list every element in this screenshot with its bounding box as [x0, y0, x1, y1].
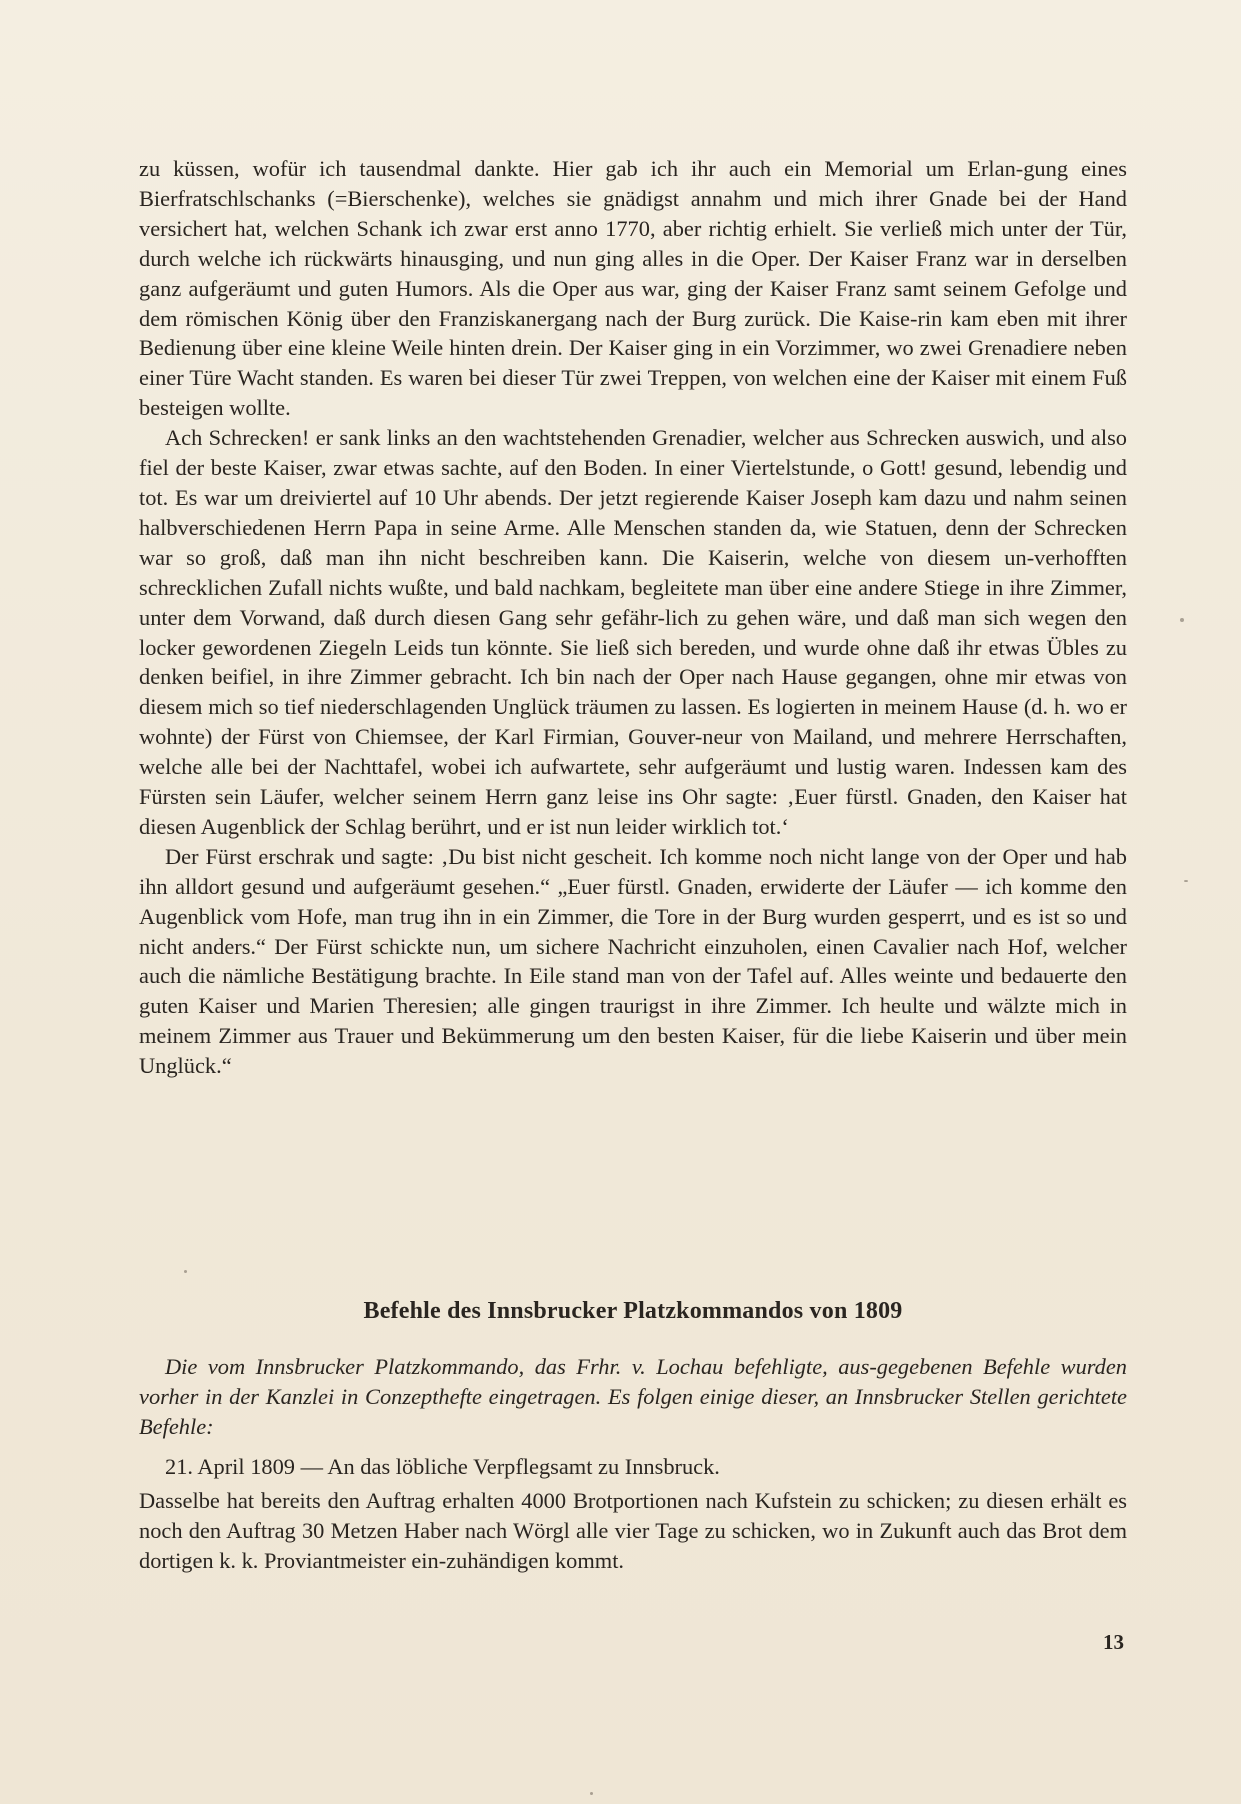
- section-intro: [139, 1352, 1127, 1442]
- section-intro-text: Die vom Innsbrucker Platzkommando, das Frhr. v. Lochau befehligte, aus-gegebenen Befehle wurden vorher in der Kanzlei in Conzepthefte eingetragen. Es folgen einige dieser, an Innsbrucker Stellen gerichtete Befehle:: [139, 1354, 1127, 1439]
- paper-speck: [590, 1792, 593, 1795]
- paper-speck: [1184, 880, 1188, 882]
- order-entry: [139, 1452, 1127, 1576]
- paper-speck: [1180, 618, 1184, 622]
- paragraph-2: Ach Schrecken! er sank links an den wachtstehenden Grenadier, welcher aus Schrecken auswich, und also fiel der beste Kaiser, zwar etwas sachte, auf den Boden. In einer Viertelstunde, o Gott! gesund, lebendig und tot. Es war um dreiviertel auf 10 Uhr abends. Der jetzt regierende Kaiser Joseph kam dazu und nahm seinen halbverschiedenen Herrn Papa in seine Arme. Alle Menschen standen da, wie Statuen, denn der Schrecken war so groß, daß man ihn nicht beschreiben kann. Die Kaiserin, welche von diesem un-verhofften schrecklichen Zufall nichts wußte, und bald nachkam, begleitete man über eine andere Stiege in ihre Zimmer, unter dem Vorwand, daß durch diesen Gang sehr gefähr-lich zu gehen wäre, und daß man sich wegen den locker gewordenen Ziegeln Leids tun könnte. Sie ließ sich bereden, und wurde ohne daß ihr etwas Übles zu denken beifiel, in ihre Zimmer gebracht. Ich bin nach der Oper nach Hause gegangen, ohne mir etwas von diesem mich so tief niederschlagenden Unglück träumen zu lassen. Es logierten in meinem Hause (d. h. wo er wohnte) der Fürst von Chiemsee, der Karl Firmian, Gouver-neur von Mailand, und mehrere Herrschaften, welche alle bei der Nachttafel, wobei ich aufwartete, sehr aufgeräumt und lustig waren. Indessen kam des Fürsten sein Läufer, welcher seinem Herrn ganz leise ins Ohr sagte: ‚Euer fürstl. Gnaden, den Kaiser hat diesen Augenblick der Schlag berührt, und er ist nun leider wirklich tot.‘: [139, 425, 1127, 839]
- paragraph-1: zu küssen, wofür ich tausendmal dankte. Hier gab ich ihr auch ein Memorial um Erlan-gung eines Bierfratschlschanks (=Bierschenke), welches sie gnädigst annahm und mich ihrer Gnade bei der Hand versichert hat, welchen Schank ich zwar erst anno 1770, aber richtig erhielt. Sie verließ mich unter der Tür, durch welche ich rückwärts hinausging, und nun ging alles in die Oper. Der Kaiser Franz war in derselben ganz aufgeräumt und guten Humors. Als die Oper aus war, ging der Kaiser Franz samt seinem Gefolge und dem römischen König über den Franziskanergang nach der Burg zurück. Die Kaise-rin kam eben mit ihrer Bedienung über eine kleine Weile hinten drein. Der Kaiser ging in ein Vorzimmer, wo zwei Grenadiere neben einer Türe Wacht standen. Es waren bei dieser Tür zwei Treppen, von welchen eine der Kaiser mit einem Fuß besteigen wollte.: [139, 156, 1127, 421]
- main-text: [139, 154, 1127, 1081]
- order-date-line: 21. April 1809 — An das löbliche Verpflegsamt zu Innsbruck.: [165, 1454, 720, 1479]
- paper-speck: [184, 1270, 187, 1273]
- order-text: Dasselbe hat bereits den Auftrag erhalten 4000 Brotportionen nach Kufstein zu schicken; zu diesen erhält es noch den Auftrag 30 Metzen Haber nach Wörgl alle vier Tage zu schicken, wo in Zukunft auch das Brot dem dortigen k. k. Proviantmeister ein-zuhändigen kommt.: [139, 1487, 1127, 1573]
- page-number: 13: [1103, 1630, 1124, 1654]
- paragraph-3: Der Fürst erschrak und sagte: ‚Du bist nicht gescheit. Ich komme noch nicht lange von der Oper und hab ihn alldort gesund und aufgeräumt gesehen.“ „Euer fürstl. Gnaden, erwiderte der Läufer — ich komme den Augenblick vom Hofe, man trug ihn in ein Zimmer, die Tore in der Burg wurden gesperrt, und es ist so und nicht anders.“ Der Fürst schickte nun, um sichere Nachricht einzuholen, einen Cavalier nach Hof, welcher auch die nämliche Bestätigung brachte. In Eile stand man von der Tafel auf. Alles weinte und bedauerte den guten Kaiser und Marien Theresien; alle gingen traurigst in ihre Zimmer. Ich heulte und wälzte mich in meinem Zimmer aus Trauer und Bekümmerung um den besten Kaiser, für die liebe Kaiserin und über mein Unglück.“: [139, 843, 1127, 1079]
- section-heading: Befehle des Innsbrucker Platzkommandos von 1809: [363, 1298, 903, 1324]
